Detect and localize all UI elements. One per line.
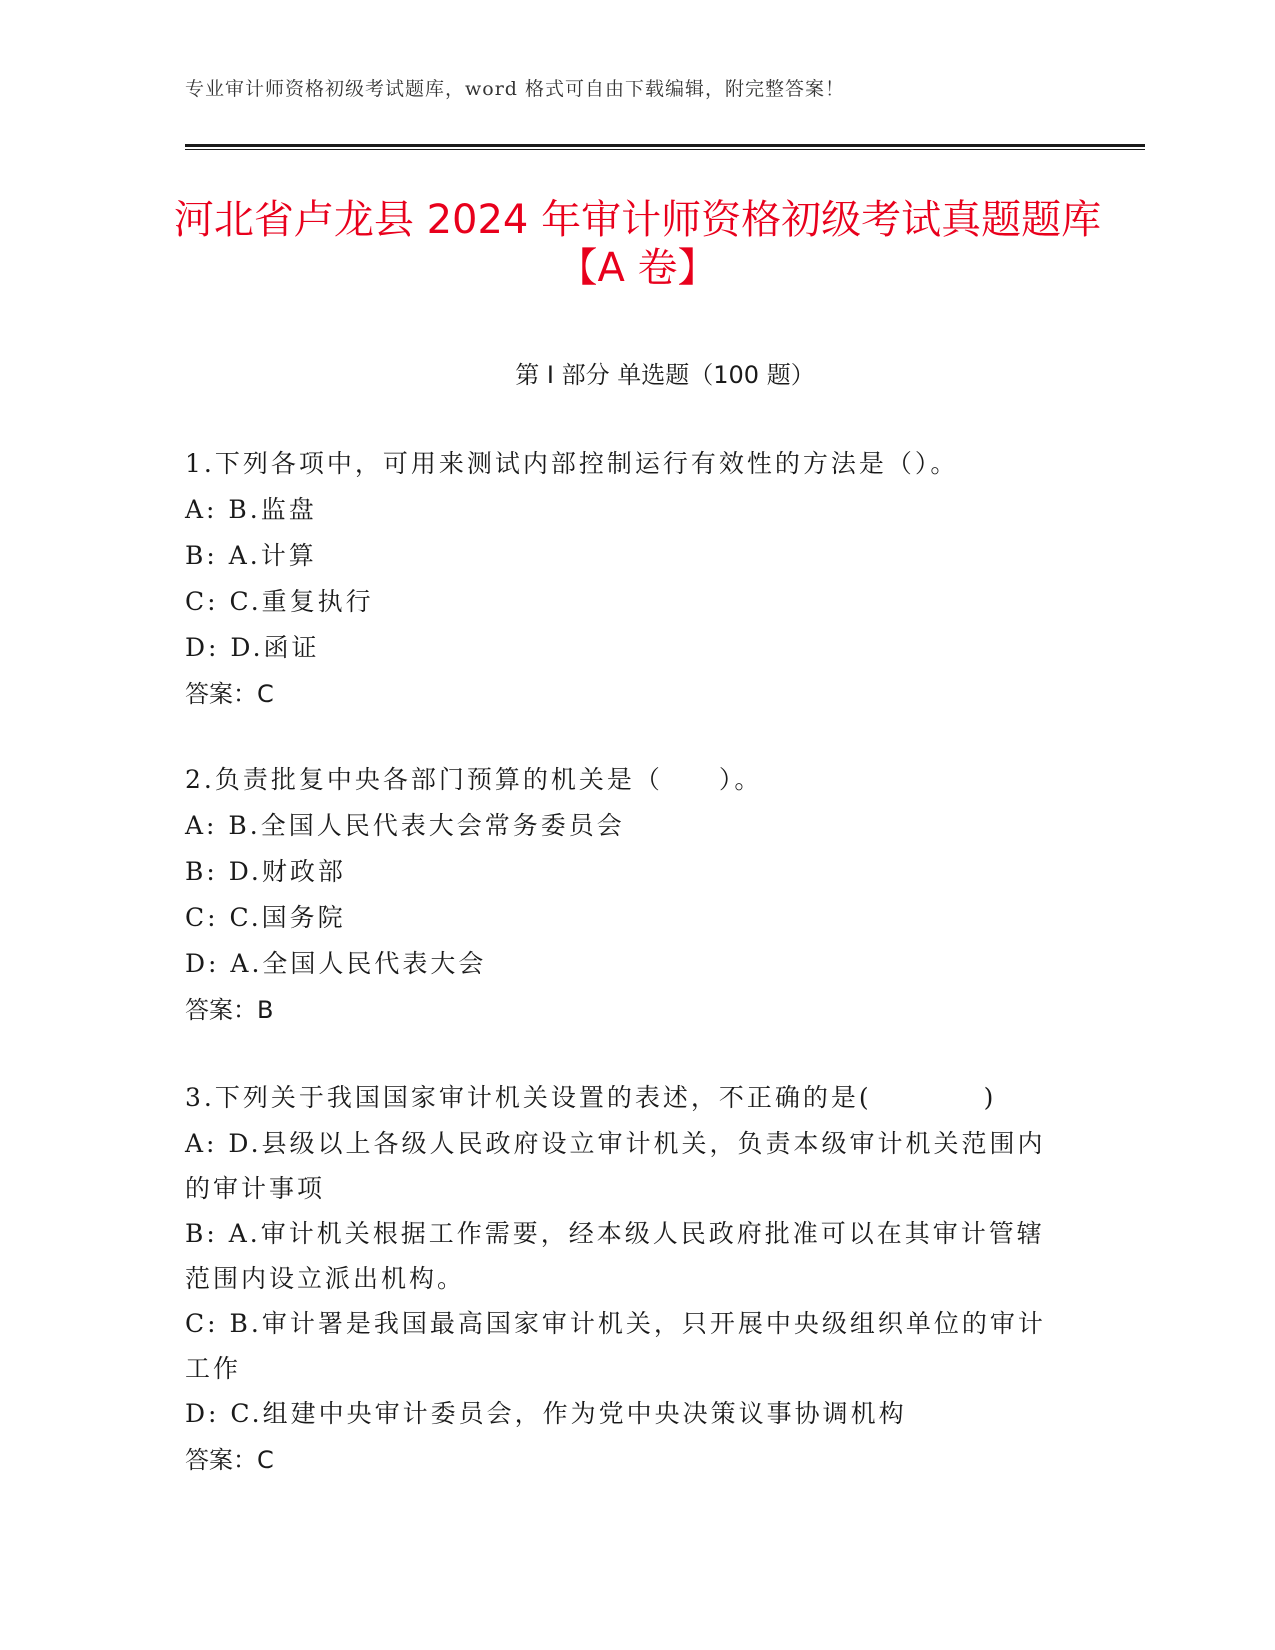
header-divider-thin <box>185 149 1145 150</box>
option-d: D: D.函证 <box>185 633 320 662</box>
header-note: 专业审计师资格初级考试题库，word 格式可自由下载编辑，附完整答案！ <box>185 78 845 100</box>
section-title: 第 I 部分 单选题（100 题） <box>515 361 815 389</box>
question-2 <box>185 757 1070 1033</box>
document-title: 河北省卢龙县 2024 年审计师资格初级考试真题题库【A 卷】 <box>173 197 1102 291</box>
option-b: B: A.审计机关根据工作需要，经本级人民政府批准可以在其审计管辖范围内设立派出机构。 <box>185 1219 1045 1293</box>
answer: 答案：B <box>185 996 274 1024</box>
option-b: B: D.财政部 <box>185 857 346 886</box>
option-d: D: C.组建中央审计委员会，作为党中央决策议事协调机构 <box>185 1399 907 1428</box>
option-a: A: B.监盘 <box>185 495 317 524</box>
question-stem: 3.下列关于我国国家审计机关设置的表述，不正确的是( ) <box>185 1083 997 1112</box>
option-a: A: D.县级以上各级人民政府设立审计机关，负责本级审计机关范围内的审计事项 <box>185 1129 1046 1203</box>
option-c: C: C.国务院 <box>185 903 346 932</box>
option-c: C: B.审计署是我国最高国家审计机关，只开展中央级组织单位的审计工作 <box>185 1309 1046 1383</box>
question-1 <box>185 441 1070 717</box>
option-b: B: A.计算 <box>185 541 317 570</box>
option-c: C: C.重复执行 <box>185 587 374 616</box>
answer: 答案：C <box>185 1446 274 1474</box>
question-3 <box>185 1075 1070 1483</box>
question-stem: 1.下列各项中，可用来测试内部控制运行有效性的方法是（）。 <box>185 449 959 478</box>
question-stem: 2.负责批复中央各部门预算的机关是（ ）。 <box>185 765 763 794</box>
answer: 答案：C <box>185 680 274 708</box>
header-divider <box>185 144 1145 147</box>
option-d: D: A.全国人民代表大会 <box>185 949 487 978</box>
option-a: A: B.全国人民代表大会常务委员会 <box>185 811 625 840</box>
